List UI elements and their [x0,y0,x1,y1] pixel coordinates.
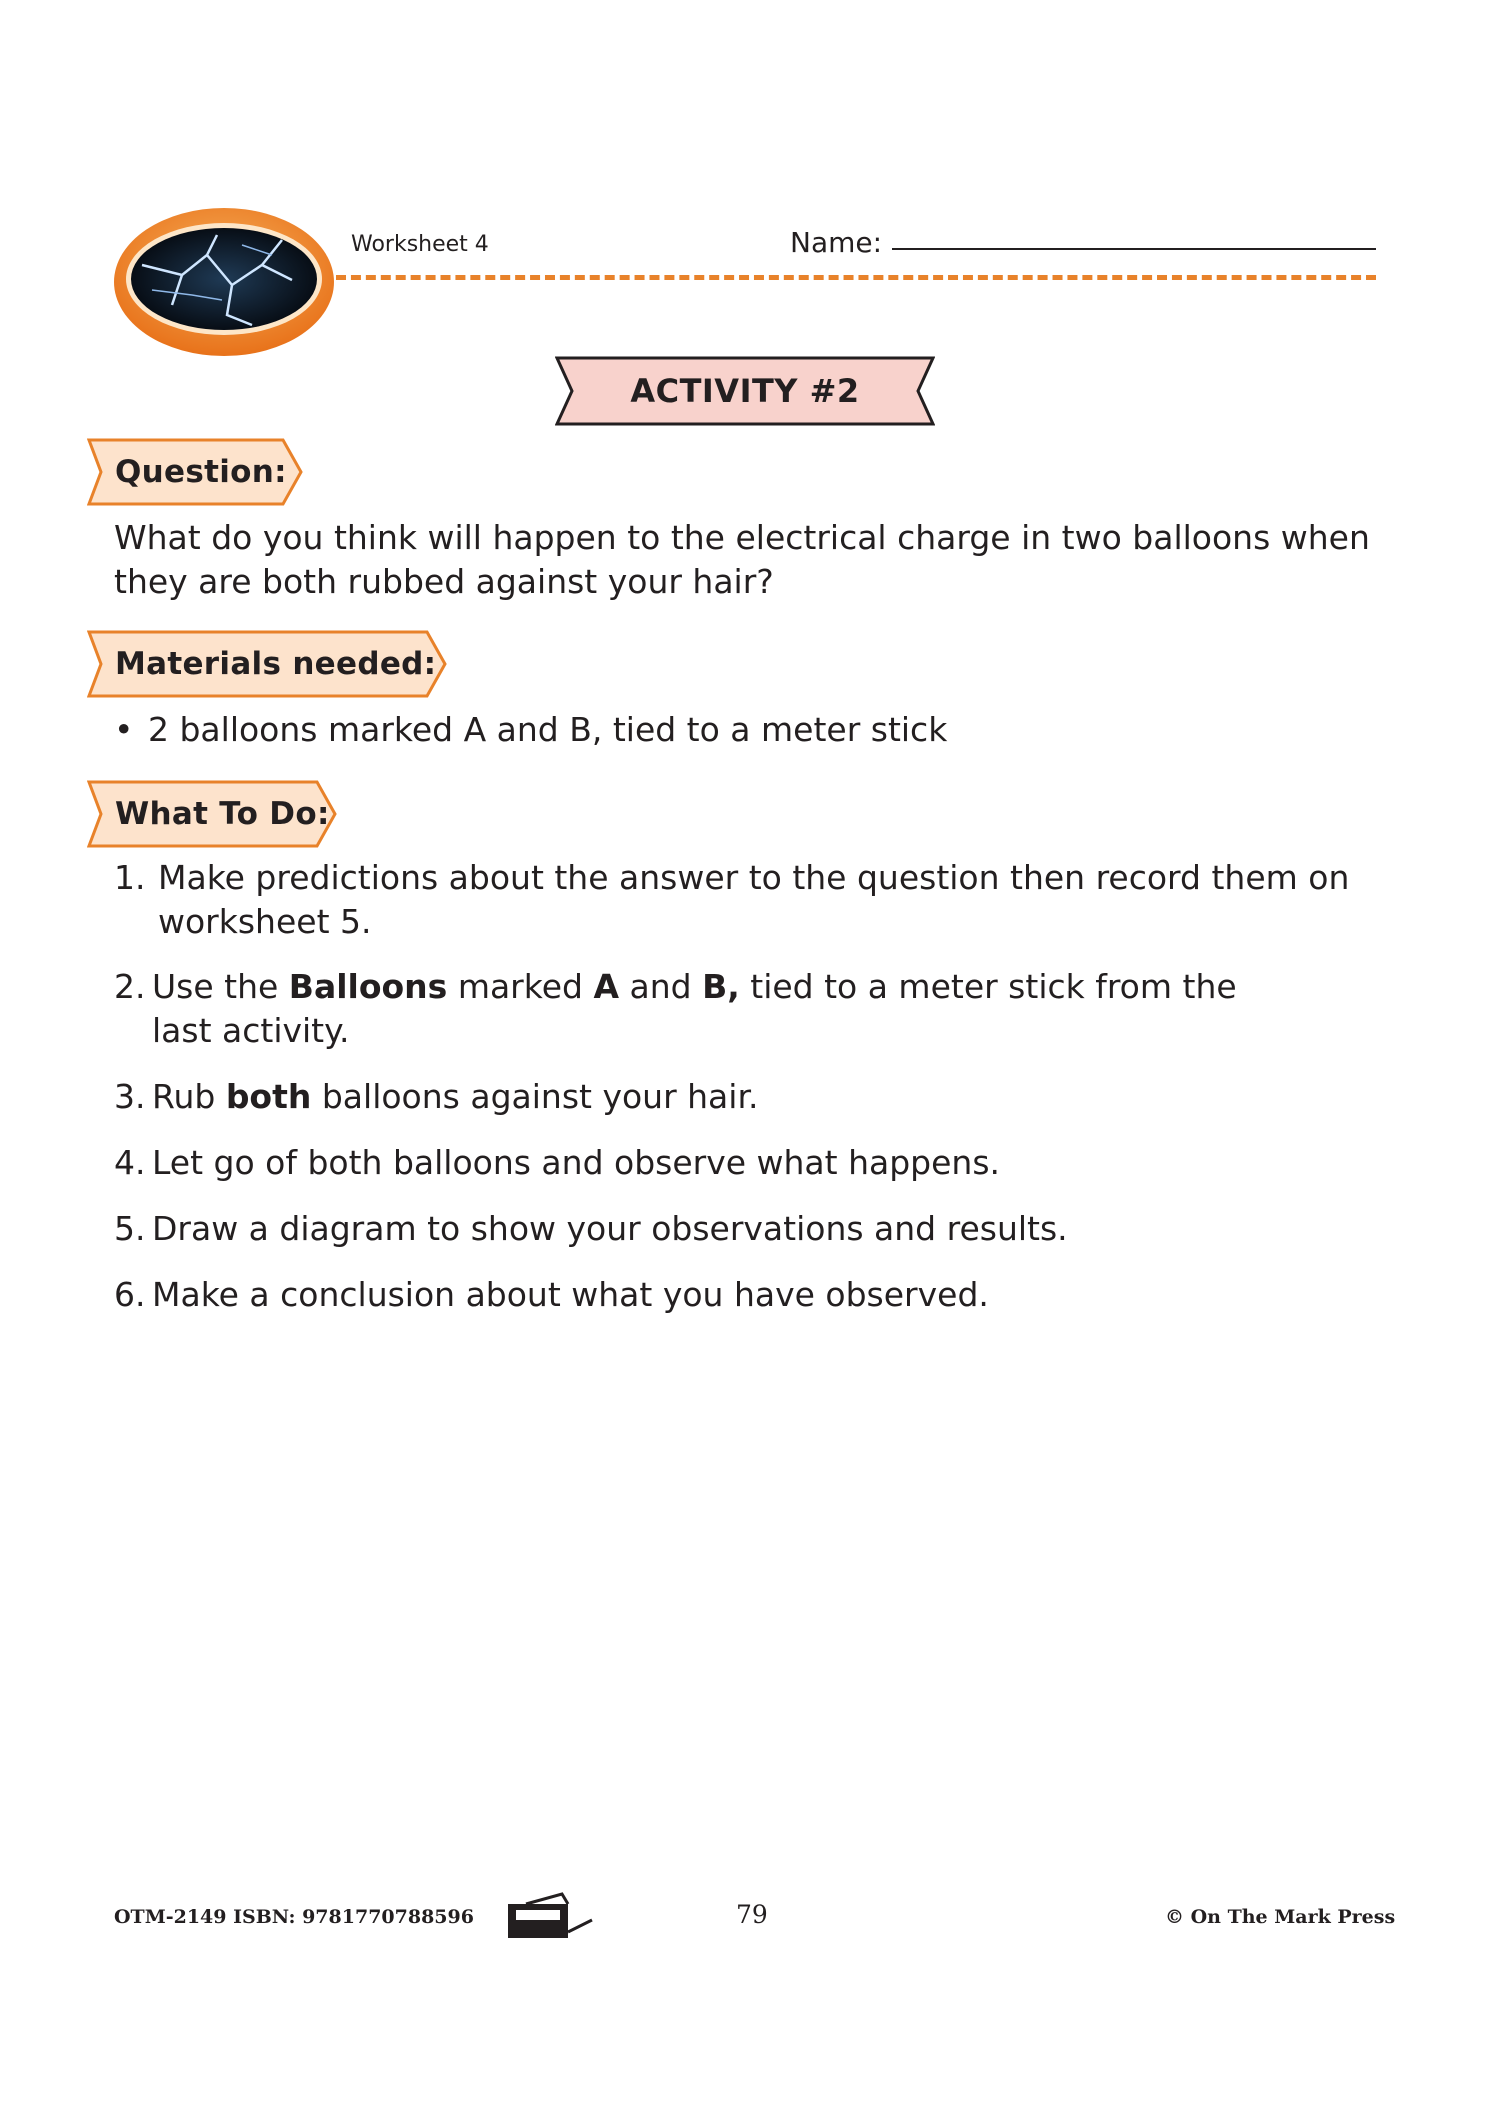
what-to-do-heading-tab [87,780,337,848]
step-3: 3. Rub both balloons against your hair. [114,1077,759,1116]
step-1: 1. Make predictions about the answer to the question then record them on worksheet 5. [114,858,1350,941]
printer-page-icon [506,1892,594,1942]
step-6: 6. Make a conclusion about what you have observed. [114,1275,989,1314]
materials-heading: Materials needed: [115,646,437,682]
activity-title: ACTIVITY #2 [630,372,860,410]
materials-heading-tab [87,630,447,698]
worksheet-label: Worksheet 4 [351,232,489,257]
name-label: Name: [790,226,883,259]
footer-copyright: © On The Mark Press [1165,1906,1396,1928]
footer-isbn: OTM-2149 ISBN: 9781770788596 [114,1906,474,1928]
header-divider [336,275,1376,280]
step-2: 2. Use the Balloons marked A and B, tied to a meter stick from the last activity. [114,967,1237,1050]
name-input-line[interactable] [892,248,1376,250]
question-heading-tab [87,438,303,506]
page-number: 79 [736,1900,768,1929]
step-5: 5. Draw a diagram to show your observations and results. [114,1209,1068,1248]
lightning-oval-icon [112,205,336,359]
what-to-do-heading: What To Do: [115,796,330,832]
activity-banner [555,356,935,426]
list-item: • 2 balloons marked A and B, tied to a meter stick [114,710,948,749]
step-4: 4. Let go of both balloons and observe what happens. [114,1143,1001,1182]
question-heading: Question: [115,454,287,490]
question-text: What do you think will happen to the electrical charge in two balloons when they are both rubbed against your hair? [114,518,1370,601]
